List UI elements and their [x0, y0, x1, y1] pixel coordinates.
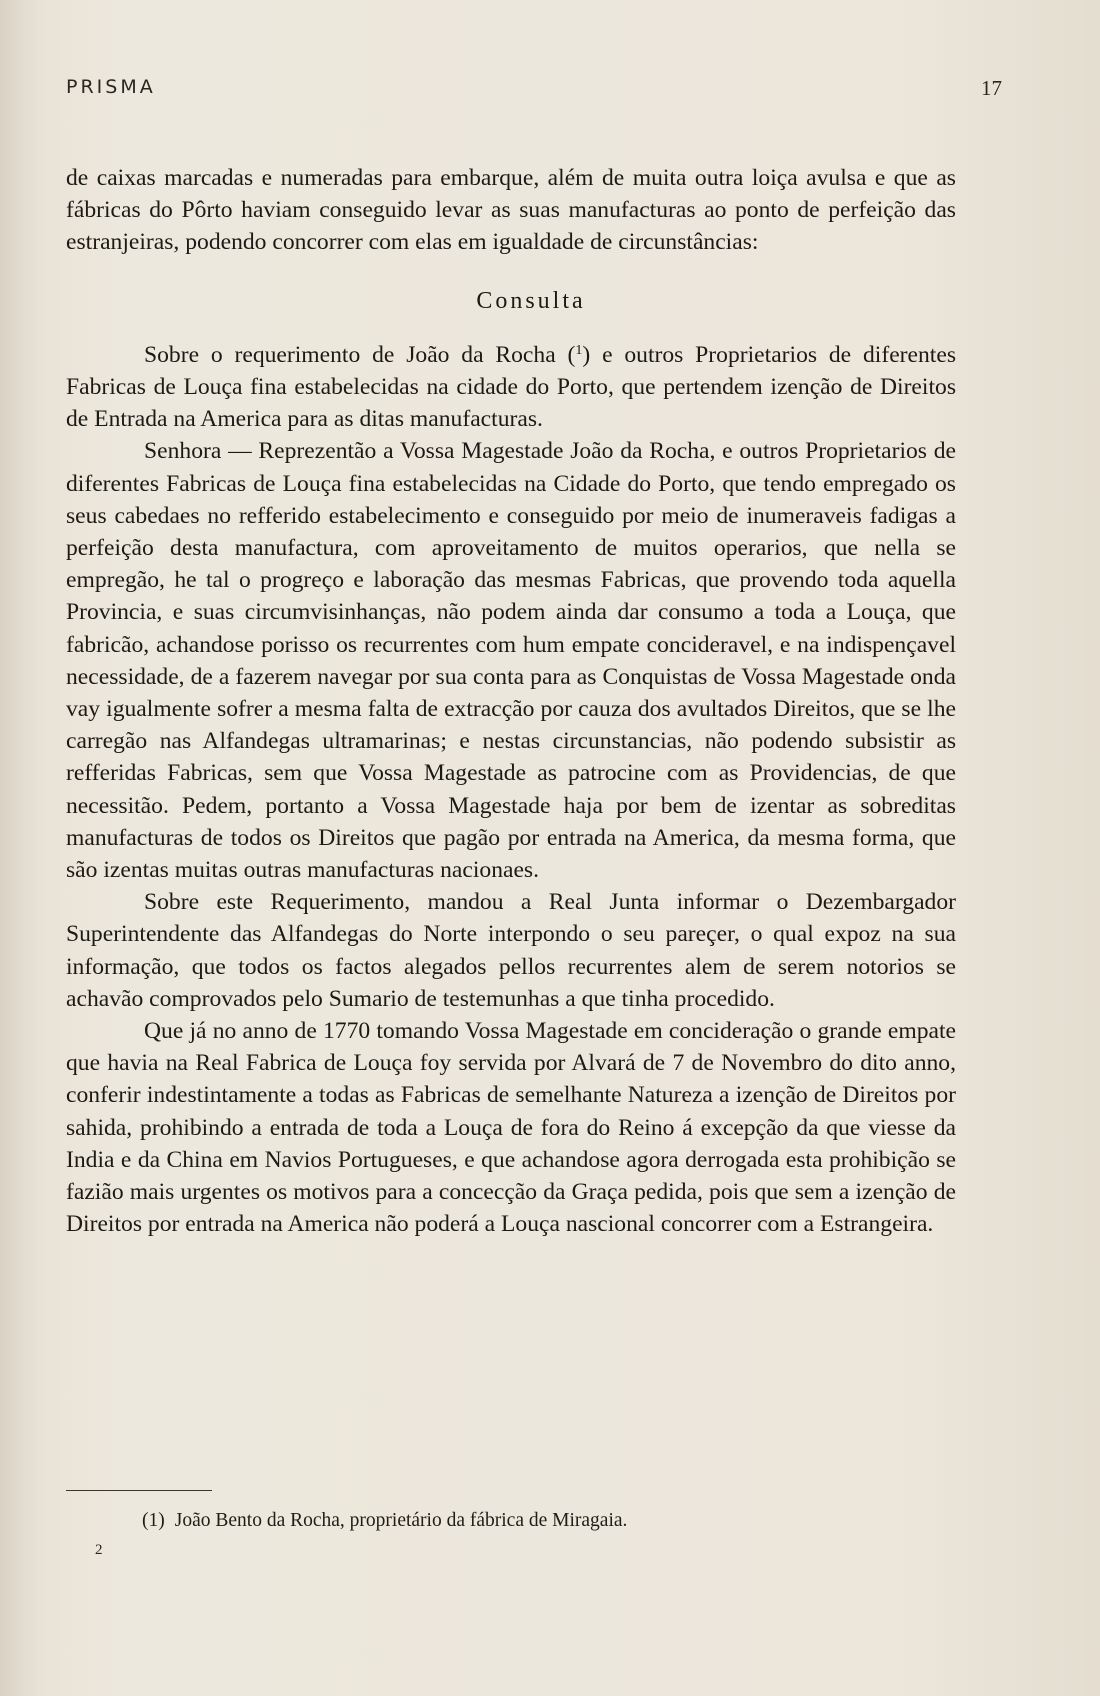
- footnote-text: João Bento da Rocha, proprietário da fábrica de Miragaia.: [174, 1510, 628, 1531]
- section-heading: Consulta: [476, 287, 586, 314]
- body-text: [66, 162, 956, 1241]
- footnote: [142, 1510, 627, 1532]
- signature-mark: 2: [95, 1542, 103, 1558]
- paragraph-1-before-note: Sobre o requerimento de João da Rocha (: [144, 341, 576, 368]
- running-title: PRISMA: [66, 76, 156, 98]
- paragraph-consulta-summary: [66, 339, 956, 436]
- footnote-mark: (1): [142, 1510, 165, 1531]
- footnote-rule: [66, 1490, 212, 1491]
- paragraph-precedent: Que já no anno de 1770 tomando Vossa Magestade em concideração o grande empate que havia na Real Fabrica de Louça foy servida por Alvará de 7 de Novembro do dito anno, conferir indestintamente a todas as Fabricas de semelhante Natureza a izenção de Direitos por sahida, prohibindo a entrada de toda a Louça de fora do Reino á excepção da que viesse da India e da China em Navios Portugueses, e que achandose agora derrogada esta prohibição se fazião mais urgentes os motivos para a concecção da Graça pedida, pois que sem a izenção de Direitos por entrada na America não poderá a Louça nascional concorrer com a Estrangeira.: [66, 1018, 956, 1238]
- page-number: 17: [981, 76, 1002, 100]
- opening-paragraph: de caixas marcadas e numeradas para embarque, além de muita outra loiça avulsa e que as fábricas do Pôrto haviam conseguido levar as suas manufacturas ao ponto de perfeição das estranjeiras, podendo concorrer com elas em igualdade de circunstâncias:: [66, 165, 956, 256]
- paragraph-inquiry: Sobre este Requerimento, mandou a Real Junta informar o Dezembargador Superintendente das Alfandegas do Norte interpondo o seu pareçer, o qual expoz na sua informação, que todos os factos alegados pellos recurrentes alem de serem notorios se achavão comprovados pelo Sumario de testemunhas a que tinha procedido.: [66, 889, 956, 1012]
- paragraph-1-after-note: ) e outros Proprietarios de diferentes Fabricas de Louça fina estabelecidas na cidade do Porto, que pertendem izenção de Direitos de Entrada na America para as ditas manufacturas.: [66, 341, 957, 433]
- paragraph-petition: Senhora — Reprezentão a Vossa Magestade João da Rocha, e outros Proprietarios de diferentes Fabricas de Louça fina estabelecidas na Cidade do Porto, que tendo empregado os seus cabedaes no refferido estabelecimento e conseguido por meio de inumeraveis fadigas a perfeição desta manufactura, com aproveitamento de muitos operarios, que nella se empregão, he tal o progreço e laboração das mesmas Fabricas, que provendo toda aquella Provincia, e suas circumvisinhanças, não podem ainda dar consumo a toda a Louça, que fabricão, achandose porisso os recurrentes com hum empate concideravel, e na indispençavel necessidade, de a fazerem navegar por sua conta para as Conquistas de Vossa Magestade onda vay igualmente sofrer a mesma falta de extracção por cauza dos avultados Direitos, que se lhe carregão nas Alfandegas ultramarinas; e nestas circunstancias, não podendo subsistir as refferidas Fabricas, sem que Vossa Magestade as patrocine com as Providencias, de que necessitão. Pedem, portanto a Vossa Magestade haja por bem de izentar as sobreditas manufacturas de todos os Direitos que pagão por entrada na America, da mesma forma, que são izentas muitas outras manufacturas nacionaes.: [66, 438, 956, 884]
- footnote-reference: 1: [575, 342, 583, 358]
- running-head: [66, 76, 1002, 106]
